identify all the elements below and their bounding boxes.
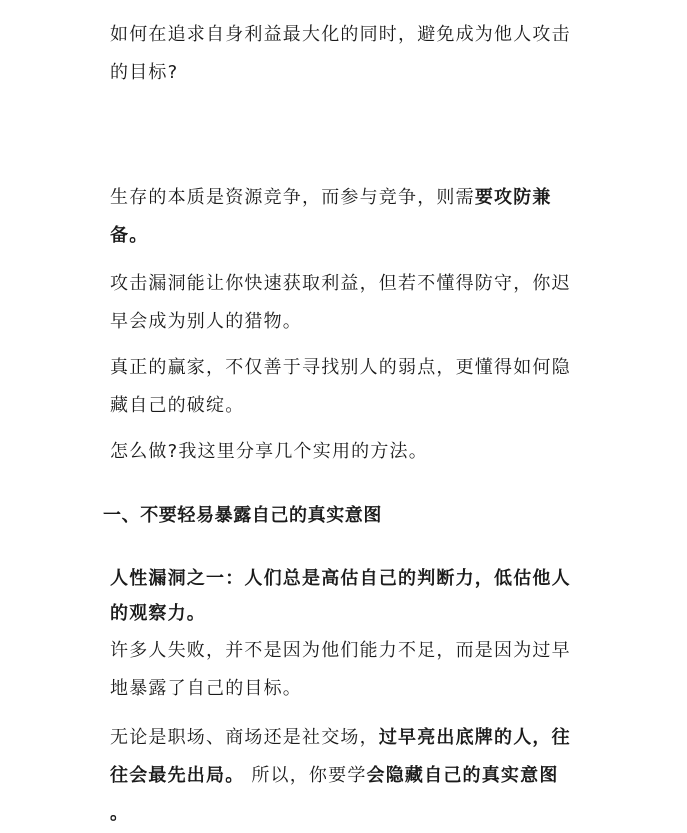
paragraph-survival-text: 生存的本质是资源竞争，而参与竞争，则需 <box>110 187 475 208</box>
paragraph-attack-flaw: 攻击漏洞能让你快速获取利益，但若不懂得防守，你迟早会成为别人的猎物。 <box>110 273 571 332</box>
human-flaw-statement: 人性漏洞之一：人们总是高估自己的判断力，低估他人的观察力。 <box>110 568 571 624</box>
paragraph-failure-reason: 许多人失败，并不是因为他们能力不足，而是因为过早地暴露了自己的目标。 <box>110 640 571 699</box>
paragraph-how-to: 怎么做?我这里分享几个实用的方法。 <box>110 441 428 462</box>
paragraph-real-winner: 真正的赢家，不仅善于寻找别人的弱点，更懂得如何隐藏自己的破绽。 <box>110 357 571 416</box>
section-heading-1: 一、不要轻易暴露自己的真实意图 <box>103 505 382 526</box>
paragraph-survival-emphasis: 要攻防兼备。 <box>110 187 552 246</box>
paragraph-hide-intent <box>110 719 580 833</box>
paragraph-hide-intent-emphasis-2: 会隐藏自己的真实意图 <box>366 765 559 786</box>
paragraph-hide-intent-text: 无论是职场、商场还是社交场， <box>110 727 379 748</box>
paragraph-hide-intent-text-2: 所以，你要学 <box>244 765 367 786</box>
paragraph-hide-intent-tail: 。 <box>110 803 130 824</box>
paragraph-survival <box>110 179 580 255</box>
paragraph-hide-intent-emphasis: 过早亮出底牌的人，往往会最先出局。 <box>110 727 571 786</box>
intro-question: 如何在追求自身利益最大化的同时，避免成为他人攻击的目标? <box>110 24 571 83</box>
